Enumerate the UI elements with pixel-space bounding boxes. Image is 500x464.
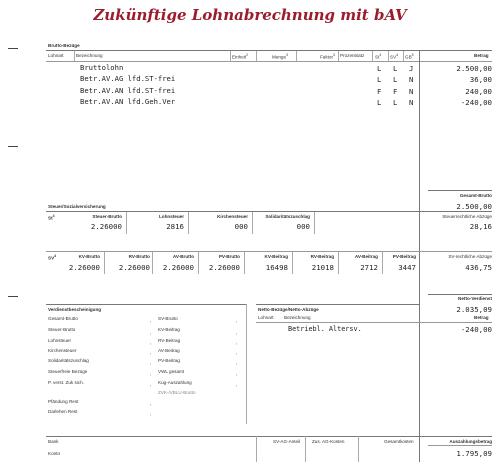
verdienst-item: Lohnsteuer: [48, 338, 71, 343]
col-header-einheit: Einheit$^2$: [232, 53, 248, 60]
col-divider: [358, 436, 359, 462]
sv-value: 21018: [311, 263, 334, 272]
steuer-top-rule: [46, 211, 492, 212]
col-divider: [246, 304, 247, 424]
brutto-row-st: L: [377, 64, 382, 73]
header-rule: [46, 61, 492, 62]
sv-abzuege-value: 436,75: [465, 263, 492, 272]
col-divider: [296, 51, 297, 61]
steuer-header: Steuer-Brutto: [92, 214, 122, 219]
col-header-bezeichnung: Bezeichnung: [76, 53, 103, 58]
brutto-row-gb: N: [409, 75, 414, 84]
auszahlung-label: Auszahlungsbetrag: [449, 439, 492, 444]
gesamt-brutto-label: Gesamt-Brutto: [459, 193, 492, 198]
netto-bezuege-row-betrag: -240,00: [460, 325, 492, 334]
verdienst-section-label: Verdienstbescheinigung: [48, 307, 102, 312]
col-header-sv: $SV^4$: [390, 53, 399, 60]
col-divider: [403, 51, 404, 61]
brutto-row-st: L: [377, 75, 382, 84]
gesamt-brutto-value: 2.500,00: [456, 202, 492, 211]
verdienst-item: Darlehen Rest: [48, 409, 78, 414]
col-header-lohnart: Lohnart: [48, 53, 64, 58]
steuer-section-label: Steuer/Sozialversicherung: [48, 204, 106, 209]
verdienst-item: Kirchensteuer: [48, 348, 77, 353]
netto-bezuege-header-betrag: Betrag: [474, 315, 489, 320]
sv-value: 2.26000: [208, 263, 240, 272]
sv-header: PV-Beitrag: [392, 254, 416, 259]
verdienst-item: SV-Brutto: [158, 316, 178, 321]
steuer-value: 2816: [166, 222, 184, 231]
netto-bezuege-header-lohnart: Lohnart: [258, 315, 274, 320]
steuer-header: Lohnsteuer: [158, 214, 184, 219]
verdienst-item: Steuer-Brutto: [48, 327, 76, 332]
col-header-prozentsatz: Prozentsatz: [340, 53, 365, 58]
sv-header: RV-Beitrag: [310, 254, 334, 259]
verdienst-item: VWL gesamt: [158, 369, 185, 374]
brutto-row-sv: L: [393, 98, 398, 107]
document-title: Zukünftige Lohnabrechnung mit bAV: [93, 6, 407, 24]
sv-value: 2.26000: [162, 263, 194, 272]
sv-value: 2.26000: [118, 263, 150, 272]
col-header-st: St$^4$: [375, 53, 382, 60]
sv-header: AV-Brutto: [172, 254, 194, 259]
netto-verdienst-label: Netto-Verdienst: [458, 296, 492, 301]
bank-label: Bank: [48, 439, 59, 444]
sv-value: 16498: [265, 263, 288, 272]
verdienst-item: P. verst. Zuk sich.: [48, 380, 84, 385]
verdienst-item: Steuerfreie Bezüge: [48, 369, 88, 374]
sv-top-rule: [46, 251, 492, 252]
brutto-row-gb: N: [409, 98, 414, 107]
steuer-header: Solidaritätszuschlag: [265, 214, 310, 219]
brutto-row-bezeichnung: Betr.AV.AN lfd.ST-frei: [80, 86, 176, 95]
col-divider: [256, 436, 257, 462]
auszahlung-rule: [428, 445, 492, 446]
sv-header: KV-Beitrag: [264, 254, 288, 259]
col-divider: [292, 252, 293, 274]
col-divider: [188, 212, 189, 234]
brutto-top-rule: [46, 50, 492, 51]
col-divider: [305, 436, 306, 462]
brutto-row-sv: L: [393, 64, 398, 73]
auszahlung-value: 1.795,09: [456, 449, 492, 458]
verdienst-item: ZVK-/VBLU-Brutto: [158, 390, 196, 395]
brutto-row-sv: F: [393, 87, 398, 96]
netto-bezuege-top-rule: [256, 304, 419, 305]
verdienst-item: Gesamt-Brutto: [48, 316, 78, 321]
brutto-row-gb: N: [409, 87, 414, 96]
steuer-value: 000: [234, 222, 248, 231]
col-divider: [372, 51, 373, 61]
verdienst-top-rule: [46, 304, 246, 305]
col-divider: [244, 252, 245, 274]
brutto-section-label: Brutto-Bezüge: [48, 43, 80, 48]
sv-header: KV-Brutto: [78, 254, 100, 259]
verdienst-item: Solidaritätszuschlag: [48, 358, 89, 363]
footer-top-rule: [46, 436, 492, 437]
brutto-row-betrag: -240,00: [460, 98, 492, 107]
verdienst-item: RV-Beitrag: [158, 338, 181, 343]
col-divider: [338, 51, 339, 61]
steuer-abzuege-label: Steuerrechtliche Abzüge: [442, 214, 492, 219]
brutto-row-st: L: [377, 98, 382, 107]
zus-ag-kosten-label: Zus. AG-Kosten: [312, 439, 345, 444]
col-header-faktor: Faktor$^3$: [320, 53, 335, 60]
col-divider: [198, 252, 199, 274]
sv-header: PV-Brutto: [218, 254, 240, 259]
col-header-menge: Menge$^3$: [272, 53, 288, 60]
sv-value: 2712: [360, 263, 378, 272]
col-header-gb: $GB^5$: [405, 53, 414, 60]
netto-verdienst-rule: [428, 294, 492, 295]
brutto-row-sv: L: [393, 75, 398, 84]
brutto-row-betrag: 36,00: [469, 75, 492, 84]
col-divider: [152, 252, 153, 274]
steuer-header: Kirchensteuer: [217, 214, 248, 219]
netto-bezuege-row-bezeichnung: Betriebl. Altersv.: [288, 325, 362, 333]
col-header-betrag: Betrag: [474, 53, 489, 58]
fold-mark: [8, 296, 18, 297]
col-divider: [126, 212, 127, 234]
col-divider: [252, 212, 253, 234]
verdienst-item: KV-Beitrag: [158, 327, 180, 332]
verdienst-item: Kug-Auszahlung: [158, 380, 192, 385]
st-label: St$^4$: [48, 214, 55, 221]
brutto-row-bezeichnung: Betr.AV.AG lfd.ST-frei: [80, 74, 176, 83]
brutto-row-betrag: 240,00: [465, 87, 492, 96]
fold-mark: [8, 146, 18, 147]
col-divider: [230, 51, 231, 61]
brutto-row-bezeichnung: Bruttolohn: [80, 63, 124, 72]
sv-header: RV-Brutto: [128, 254, 150, 259]
gesamtkosten-label: Gesamtkosten: [384, 439, 414, 444]
sv-value: 3447: [398, 263, 416, 272]
brutto-row-gb: J: [409, 64, 414, 73]
verdienst-item: PV-Beitrag: [158, 358, 180, 363]
brutto-row-st: F: [377, 87, 382, 96]
col-divider: [338, 252, 339, 274]
col-divider: [104, 252, 105, 274]
steuer-value: 2.26000: [90, 222, 122, 231]
col-divider: [314, 212, 315, 234]
col-divider: [74, 51, 75, 61]
brutto-row-bezeichnung: Betr.AV.AN lfd.Geh.Ver: [80, 97, 176, 106]
col-divider: [388, 51, 389, 61]
sv-label: $SV^4$: [48, 254, 57, 261]
sv-ag-anteil-label: SV-AG-Anteil: [273, 439, 301, 444]
steuer-value: 000: [296, 222, 310, 231]
sv-header: AV-Beitrag: [354, 254, 378, 259]
netto-bezuege-section-label: Netto-Bezüge/Netto-Abzüge: [258, 307, 319, 312]
netto-bezuege-header-rule: [256, 322, 492, 323]
verdienst-item: Pfändung Rest: [48, 399, 79, 404]
steuer-abzuege-value: 28,16: [469, 222, 492, 231]
gesamt-brutto-rule: [428, 190, 492, 191]
netto-verdienst-value: 2.035,09: [456, 305, 492, 314]
brutto-row-betrag: 2.500,00: [456, 64, 492, 73]
col-divider: [256, 51, 257, 61]
fold-mark: [8, 48, 18, 49]
netto-bezuege-header-bezeichnung: Bezeichnung: [284, 315, 311, 320]
sv-value: 2.26000: [68, 263, 100, 272]
verdienst-item: AV-Beitrag: [158, 348, 180, 353]
sv-abzuege-label: SV-rechtliche Abzüge: [448, 254, 492, 259]
konto-label: Konto: [48, 451, 61, 456]
